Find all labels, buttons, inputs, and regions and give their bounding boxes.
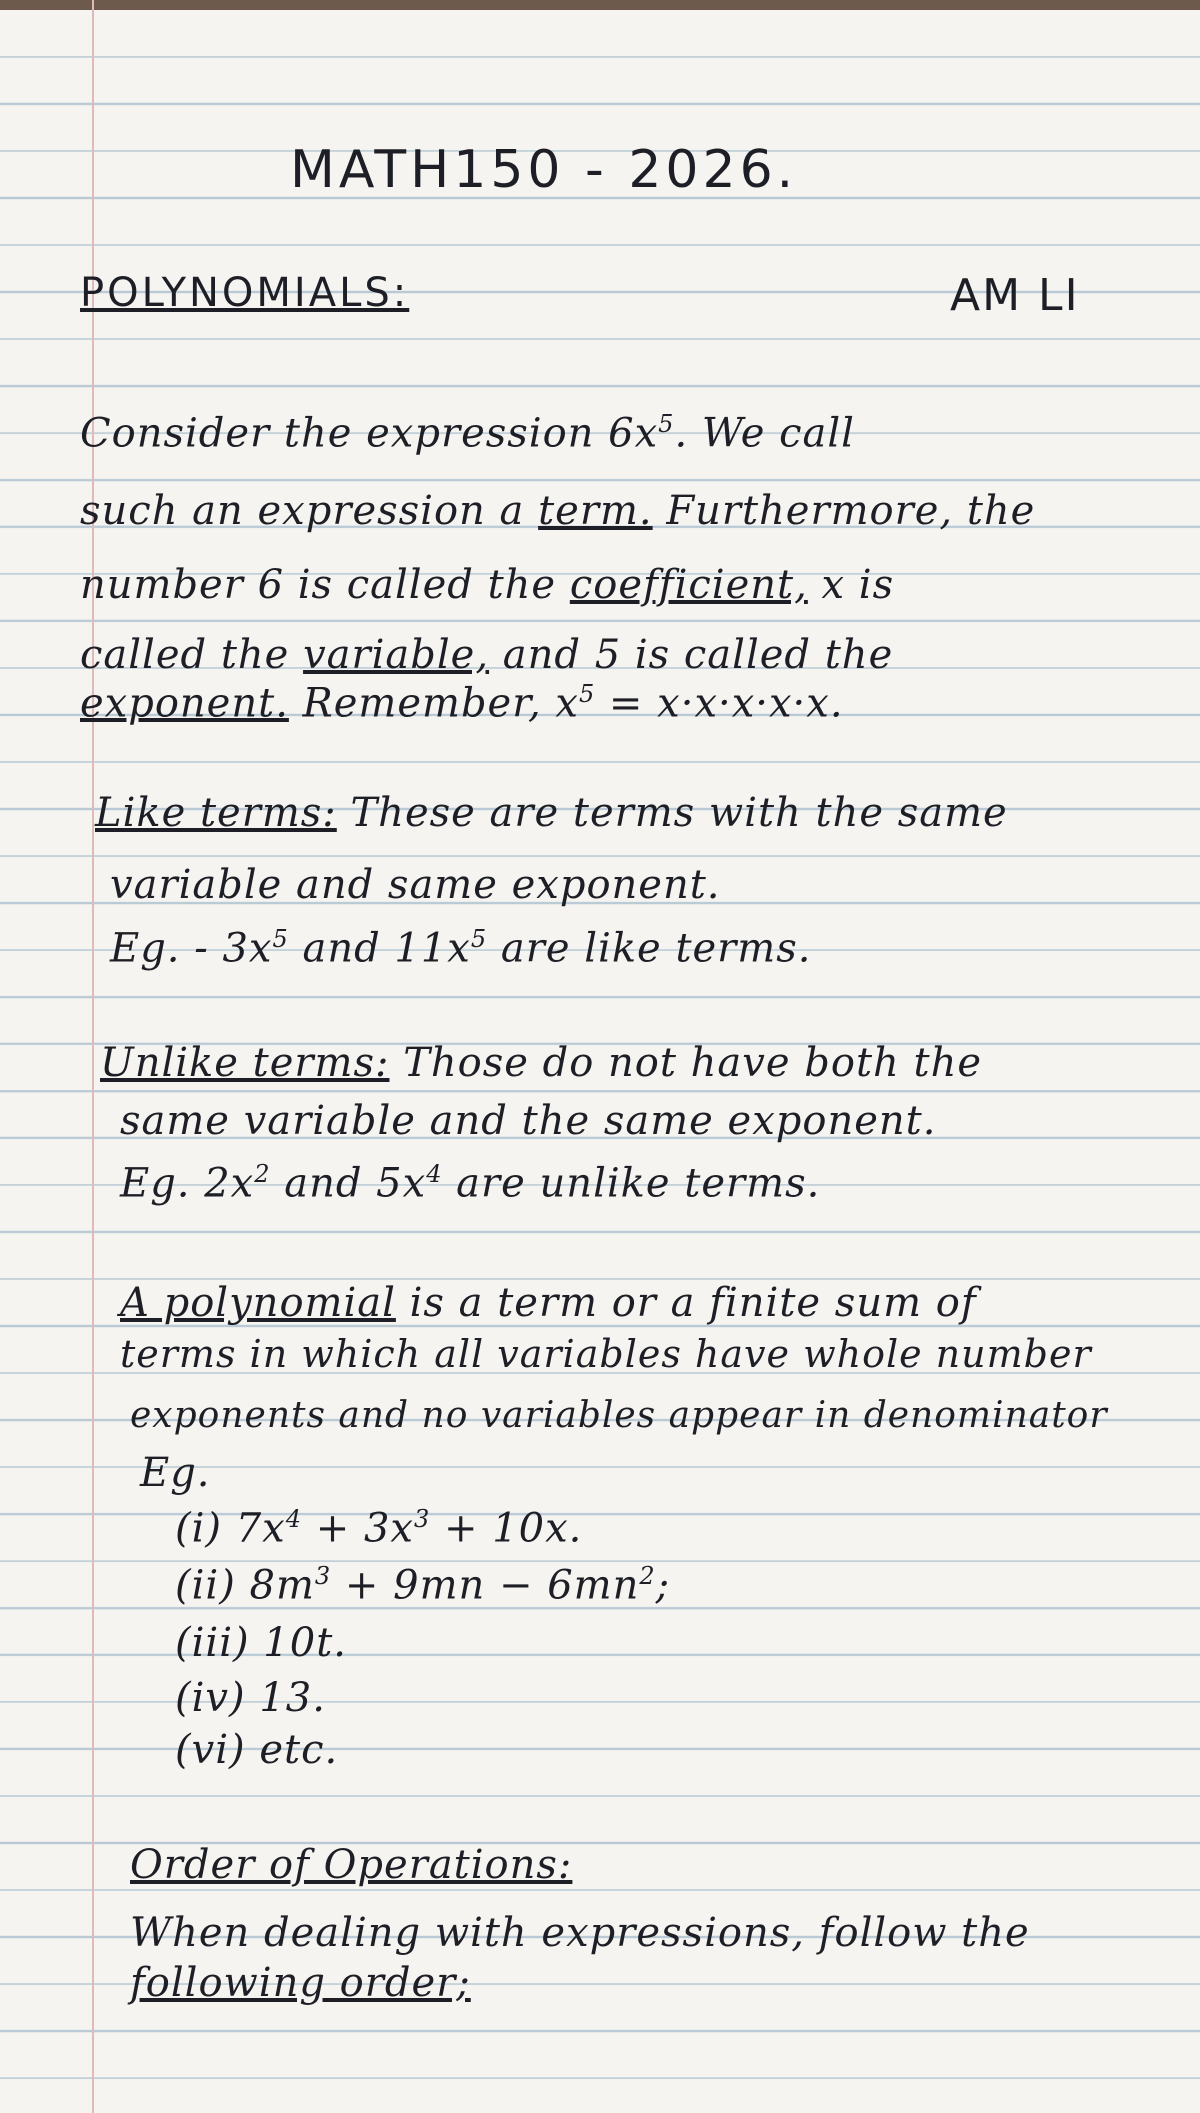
unlike-terms-line-1: Unlike terms: Those do not have both the (100, 1040, 983, 1086)
polynomial-label: A polynomial (120, 1280, 396, 1326)
order-of-operations-title: Order of Operations: (130, 1842, 573, 1888)
polynomial-example-2: (ii) $8m^3 + 9mn - 6mn^2$; (175, 1562, 671, 1609)
polynomial-example-4: (iv) 13. (175, 1675, 326, 1721)
like-terms-line-2: variable and same exponent. (110, 862, 721, 908)
polynomial-line-2: terms in which all variables have whole number (120, 1332, 1092, 1376)
intro-line-4: called the variable, and 5 is called the (80, 632, 894, 678)
variable-keyword: variable, (303, 632, 490, 678)
order-line-1: When dealing with expressions, follow the (130, 1910, 1030, 1956)
order-line-2: following order; (130, 1960, 471, 2006)
page-top-edge (0, 0, 1200, 10)
polynomial-example-1: (i) $7x^4 + 3x^3 + 10x$. (175, 1505, 583, 1552)
intro-line-3: number 6 is called the coefficient, x is (80, 562, 895, 608)
polynomial-example-5: (vi) etc. (175, 1727, 339, 1773)
like-terms-line-1: Like terms: These are terms with the same (95, 790, 1008, 836)
coefficient-keyword: coefficient, (569, 562, 808, 608)
like-terms-label: Like terms: (95, 790, 337, 836)
polynomial-eg: Eg. (140, 1450, 211, 1496)
unlike-terms-line-2: same variable and the same exponent. (120, 1098, 937, 1144)
polynomial-example-3: (iii) 10t. (175, 1620, 347, 1666)
margin-line (92, 0, 94, 2113)
term-keyword: term. (538, 488, 653, 534)
intro-line-1: Consider the expression $6x^5$. We call (80, 410, 855, 457)
unlike-terms-example: Eg. $2x^2$ and $5x^4$ are unlike terms. (120, 1160, 821, 1207)
unlike-terms-label: Unlike terms: (100, 1040, 390, 1086)
section-title: POLYNOMIALS: (80, 270, 410, 316)
exponent-keyword: exponent. (80, 680, 289, 727)
polynomial-line-1: A polynomial is a term or a finite sum of (120, 1280, 977, 1326)
course-title: MATH150 - 2026. (290, 140, 798, 200)
like-terms-example: Eg. - $3x^5$ and $11x^5$ are like terms. (110, 925, 812, 972)
intro-line-5: exponent. Remember, $x^5 = x\cdot x\cdot x\cdot x\cdot x$. (80, 680, 844, 727)
intro-line-2: such an expression a term. Furthermore, the (80, 488, 1036, 534)
author-name: AM LI (950, 270, 1080, 321)
polynomial-line-3: exponents and no variables appear in denominator (130, 1395, 1108, 1436)
